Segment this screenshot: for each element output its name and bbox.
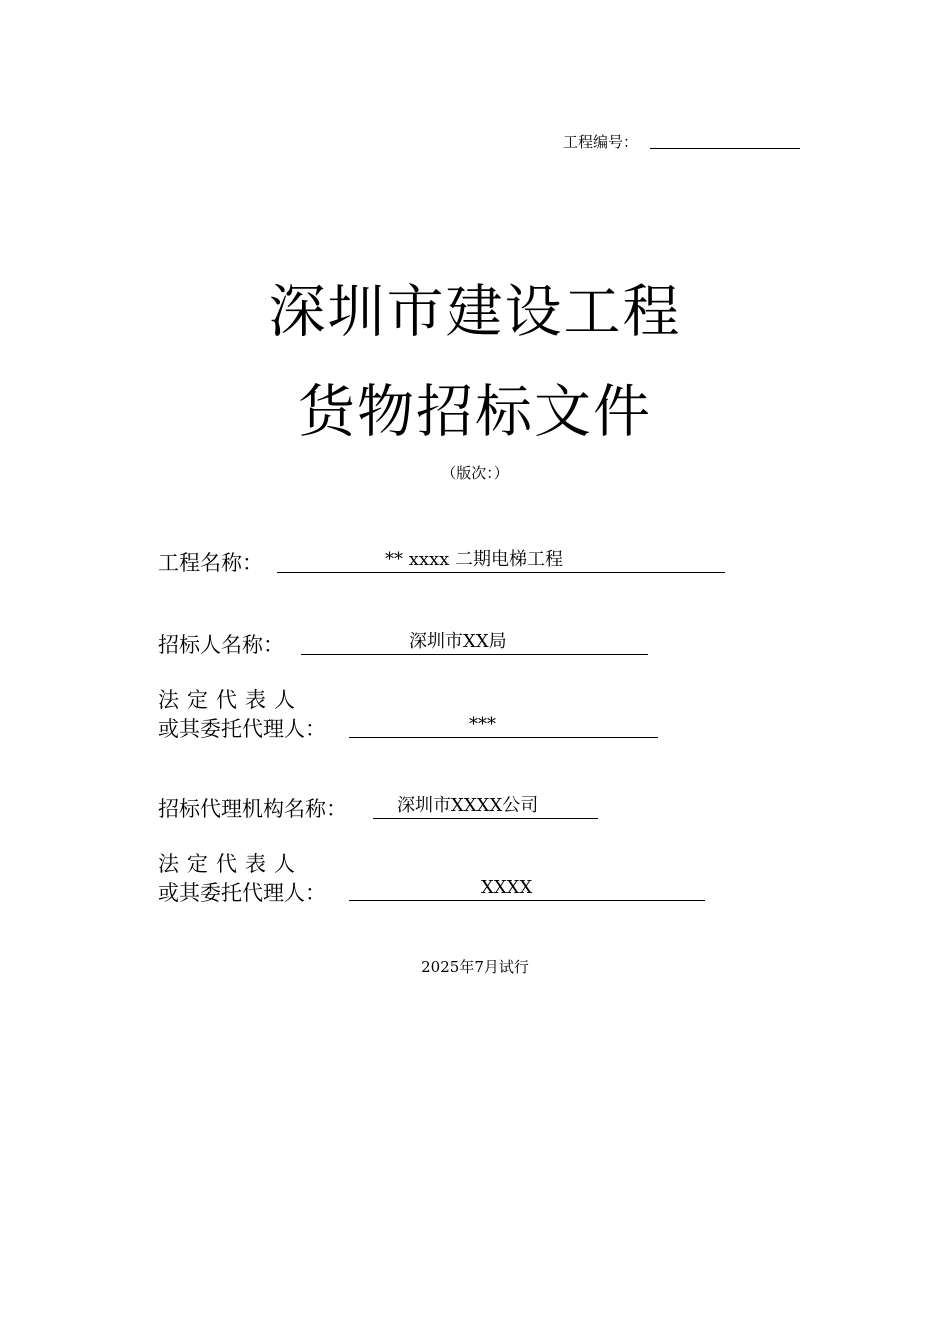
agency-label: 招标代理机构名称： bbox=[158, 797, 347, 821]
agency-rep-field[interactable] bbox=[349, 876, 705, 901]
agency-rep-value: XXXX bbox=[481, 877, 533, 898]
tenderer-rep-value: *** bbox=[469, 714, 496, 735]
document-title-line-2: 货物招标文件 bbox=[298, 379, 652, 445]
project-name-field[interactable] bbox=[277, 548, 725, 573]
project-name-label: 工程名称： bbox=[158, 551, 263, 575]
tenderer-rep-label-line-1: 法定代表人 bbox=[158, 688, 303, 712]
agency-rep-label-line-2: 或其委托代理人： bbox=[158, 881, 326, 905]
document-title-line-1: 深圳市建设工程 bbox=[268, 279, 682, 345]
project-name-value: ** xxxx 二期电梯工程 bbox=[385, 549, 564, 570]
agency-value: 深圳市XXXX公司 bbox=[397, 795, 539, 816]
project-number-label: 工程编号： bbox=[563, 133, 639, 151]
tenderer-label: 招标人名称： bbox=[158, 633, 284, 657]
tenderer-field[interactable] bbox=[301, 630, 648, 655]
agency-field[interactable] bbox=[373, 794, 598, 819]
tenderer-rep-field[interactable] bbox=[349, 713, 658, 738]
tenderer-rep-label-line-2: 或其委托代理人： bbox=[158, 717, 326, 741]
project-number-field[interactable] bbox=[650, 148, 800, 149]
agency-rep-label-line-1: 法定代表人 bbox=[158, 852, 303, 876]
tenderer-value: 深圳市XX局 bbox=[409, 631, 507, 652]
edition-label: （版次：） bbox=[441, 464, 509, 482]
trial-date: 2025年7月试行 bbox=[421, 958, 529, 976]
